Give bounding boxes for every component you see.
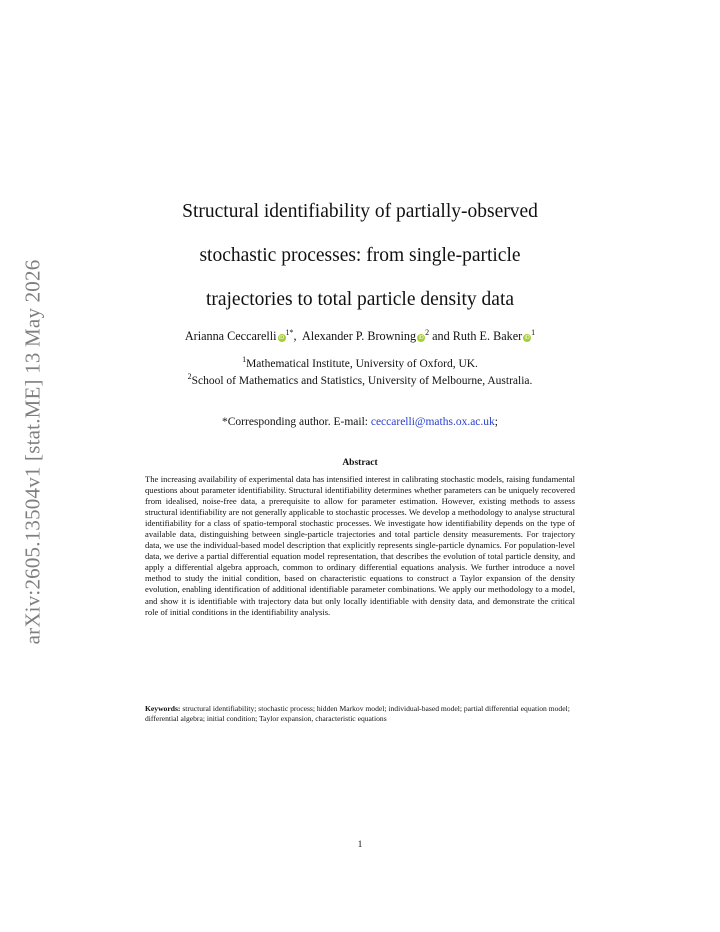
affiliation-number: 1 xyxy=(242,355,247,364)
author-separator: , xyxy=(293,329,302,343)
affiliation-text: School of Mathematics and Statistics, University of Melbourne, Australia. xyxy=(191,375,533,387)
page-number: 1 xyxy=(357,840,363,850)
affiliation-1 xyxy=(100,355,620,370)
title-line-2: stochastic processes: from single-particle xyxy=(199,245,521,266)
author-name: Arianna Ceccarelli xyxy=(184,329,277,343)
author-name: Alexander P. Browning xyxy=(302,329,417,343)
abstract-body: The increasing availability of experimental data has intensified interest in calibrating stochastic models, raising fundamental questions about parameter identifiability. Structural identifiability determines whether parameters can be uniquely recovered from idealised, noise-free data, a prerequisite to allow for parameter estimation. However, existing methods to assess structural identifiability are not generally applicable to stochastic processes. We develop a methodology to analyse structural identifiability for a class of spatio-temporal stochastic processes. We investigate how identifiability depends on the type of available data, distinguishing between single-particle trajectories and total particle density measurements. For trajectory data, we use the individual-based model description that explicitly represents single-particle dynamics. For population-level data, we derive a partial differential equation model representation, that describes the evolution of total particle density, and apply a differential algebra approach, common to ordinary differential equations analysis. We further introduce a novel method to study the initial condition, based on characteristic equations to construct a Taylor expansion of the density evolution, enabling identification of additional identifiable parameter combinations. We apply our methodology to a model, and show it is identifiable with trajectory data but only locally identifiable with density data, and demonstrate the critical role of initial conditions in the identifiability analysis. xyxy=(145,474,575,617)
affiliation-2 xyxy=(100,372,620,387)
arxiv-stamp: arXiv:2605.13504v1 [stat.ME] 13 May 2026 xyxy=(20,259,45,645)
affiliation-number: 2 xyxy=(187,372,192,381)
keywords xyxy=(145,704,575,724)
orcid-icon[interactable]: iD xyxy=(278,335,285,341)
abstract-heading: Abstract xyxy=(342,458,378,468)
corresponding-suffix: ; xyxy=(494,416,498,428)
keywords-text: structural identifiability; stochastic process; hidden Markov model; individual-based model; partial differential equation model; differential algebra; initial condition; Taylor expansion, characteristic equations xyxy=(145,704,570,723)
author-name: Ruth E. Baker xyxy=(452,329,523,343)
paper-title xyxy=(130,190,590,322)
title-line-1: Structural identifiability of partially-observed xyxy=(182,201,538,222)
author-affiliation-mark: 1* xyxy=(285,328,294,337)
title-line-3: trajectories to total particle density data xyxy=(205,289,515,310)
email-link[interactable]: ceccarelli@maths.ox.ac.uk xyxy=(370,416,495,428)
author-affiliation-mark: 1 xyxy=(531,328,536,337)
affiliation-text: Mathematical Institute, University of Oxford, UK. xyxy=(246,358,478,370)
corresponding-label: *Corresponding author. E-mail: xyxy=(222,416,371,428)
orcid-icon[interactable]: iD xyxy=(524,335,530,341)
keywords-label: Keywords: xyxy=(145,704,181,713)
author-list xyxy=(120,328,600,344)
orcid-icon[interactable]: iD xyxy=(418,335,424,341)
author-separator: and xyxy=(429,329,453,343)
corresponding-author xyxy=(100,416,620,428)
author-affiliation-mark: 2 xyxy=(425,328,430,337)
